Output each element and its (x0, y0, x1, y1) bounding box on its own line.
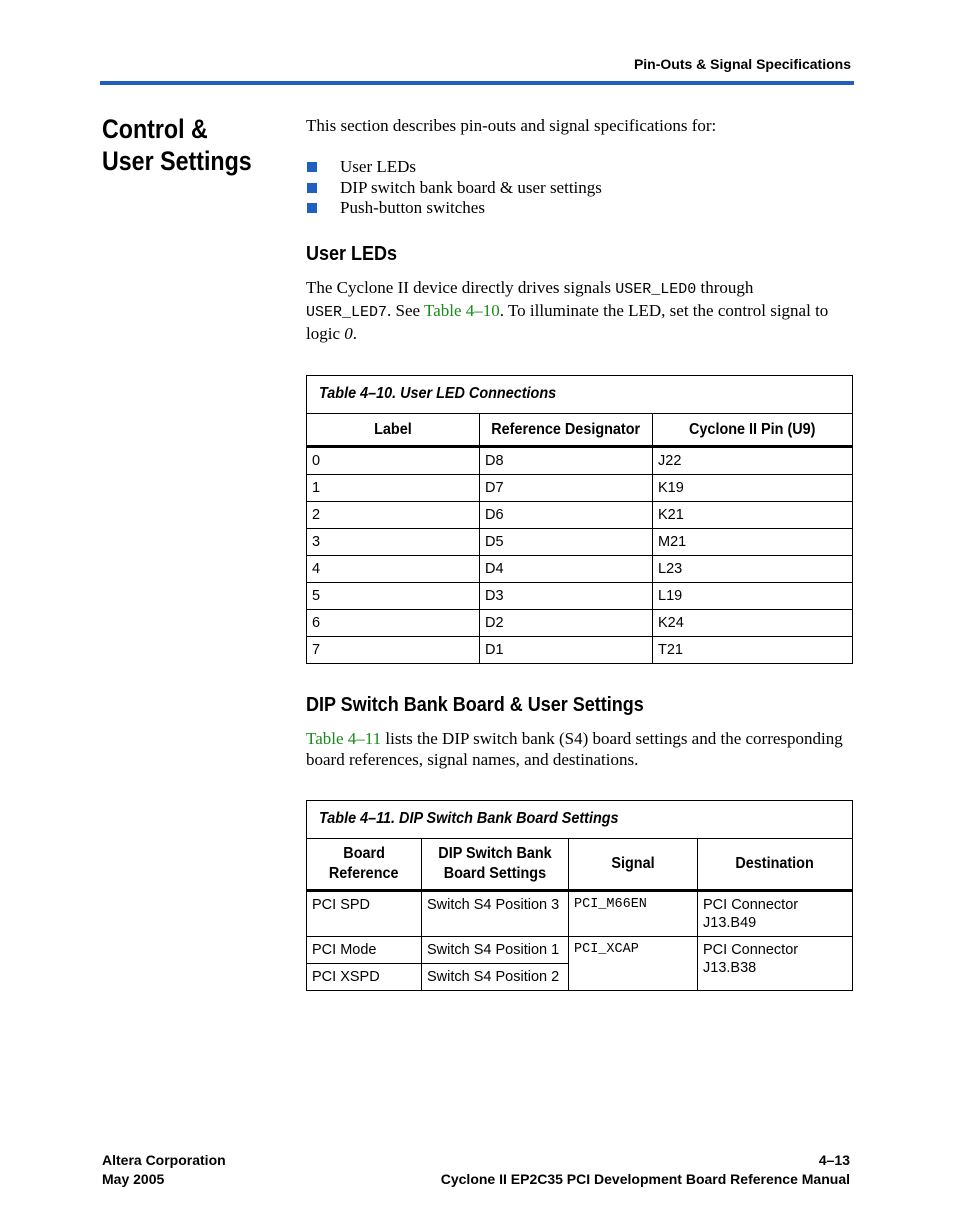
cell-label: 1 (307, 474, 480, 501)
text-run: . To illuminate the LED, set the control signal to logic (306, 300, 829, 343)
dip-switch-heading: DIP Switch Bank Board & User Settings (306, 693, 644, 716)
cell-label: 2 (307, 501, 480, 528)
header-rule (100, 81, 854, 85)
text-run: lists the DIP switch bank (S4) board settings and the corresponding board references, signal names, and destinations. (306, 728, 843, 769)
column-header-label: Label (307, 413, 480, 446)
table-row (307, 609, 853, 636)
signal-user-led0: USER_LED0 (615, 280, 697, 298)
footer-left (102, 1151, 226, 1189)
cell-dip-setting: Switch S4 Position 3 (422, 890, 569, 936)
cell-board-reference: PCI SPD (307, 890, 422, 936)
dip-switch-table (306, 800, 853, 991)
footer-manual-title: Cyclone II EP2C35 PCI Development Board Reference Manual (440, 1171, 850, 1187)
list-item (306, 177, 854, 198)
bullet-square-icon (307, 162, 317, 172)
text-run: The Cyclone II device directly drives signals (306, 277, 616, 297)
cell-reference-designator: D7 (480, 474, 653, 501)
table-row (307, 446, 853, 474)
table-caption: Table 4–10. User LED Connections (307, 375, 853, 413)
table-row (307, 528, 853, 555)
footer-right (441, 1151, 850, 1189)
dip-switch-paragraph (306, 728, 854, 770)
signal-user-led7: USER_LED7 (306, 303, 388, 321)
column-header-board-reference: Board Reference (307, 838, 422, 890)
cell-cyclone-pin: K21 (653, 501, 853, 528)
cell-cyclone-pin: L19 (653, 582, 853, 609)
bullet-square-icon (307, 203, 317, 213)
cell-signal: PCI_M66EN (569, 890, 698, 936)
footer-date: May 2005 (102, 1171, 165, 1187)
cell-destination: PCI Connector J13.B49 (698, 890, 853, 936)
bullet-square-icon (307, 183, 317, 193)
table-4-11-link[interactable]: Table 4–11 (306, 728, 382, 748)
column-header-reference-designator: Reference Designator (480, 413, 653, 446)
table-4-10-link[interactable]: Table 4–10 (424, 300, 500, 320)
user-leds-paragraph (306, 277, 854, 344)
list-item-label: Push-button switches (340, 198, 485, 217)
cell-label: 4 (307, 555, 480, 582)
cell-destination: PCI Connector J13.B38 (698, 936, 853, 990)
list-item (306, 197, 854, 218)
logic-value: 0 (344, 323, 353, 343)
column-header-signal: Signal (569, 838, 698, 890)
user-leds-heading: User LEDs (306, 242, 398, 265)
section-title (102, 113, 265, 177)
topic-list (306, 156, 854, 218)
user-led-table (306, 375, 853, 664)
cell-reference-designator: D3 (480, 582, 653, 609)
cell-cyclone-pin: T21 (653, 636, 853, 663)
cell-board-reference: PCI Mode (307, 936, 422, 963)
cell-reference-designator: D4 (480, 555, 653, 582)
table-row (307, 582, 853, 609)
cell-reference-designator: D5 (480, 528, 653, 555)
list-item (306, 156, 854, 177)
table-row (307, 890, 853, 936)
cell-label: 6 (307, 609, 480, 636)
main-content (306, 115, 854, 991)
text-run: through (696, 277, 754, 297)
column-header-destination: Destination (698, 838, 853, 890)
text-run: . (352, 323, 357, 343)
cell-dip-setting: Switch S4 Position 1 (422, 936, 569, 963)
cell-reference-designator: D2 (480, 609, 653, 636)
table-row (307, 555, 853, 582)
cell-reference-designator: D1 (480, 636, 653, 663)
table-row (307, 936, 853, 963)
column-header-dip-settings: DIP Switch Bank Board Settings (422, 838, 569, 890)
running-header: Pin-Outs & Signal Specifications (633, 56, 851, 72)
section-title-line-1: Control & (102, 114, 208, 144)
cell-cyclone-pin: J22 (653, 446, 853, 474)
section-title-line-2: User Settings (102, 146, 252, 176)
cell-reference-designator: D8 (480, 446, 653, 474)
cell-cyclone-pin: K19 (653, 474, 853, 501)
table-row (307, 636, 853, 663)
intro-paragraph: This section describes pin-outs and signal specifications for: (306, 116, 717, 135)
cell-cyclone-pin: K24 (653, 609, 853, 636)
cell-cyclone-pin: L23 (653, 555, 853, 582)
cell-dip-setting: Switch S4 Position 2 (422, 963, 569, 990)
cell-label: 0 (307, 446, 480, 474)
cell-label: 7 (307, 636, 480, 663)
footer-page-number: 4–13 (818, 1152, 850, 1168)
table-row (307, 474, 853, 501)
footer-company: Altera Corporation (102, 1152, 226, 1168)
cell-board-reference: PCI XSPD (307, 963, 422, 990)
cell-signal: PCI_XCAP (569, 936, 698, 990)
cell-reference-designator: D6 (480, 501, 653, 528)
column-header-cyclone-pin: Cyclone II Pin (U9) (653, 413, 853, 446)
list-item-label: User LEDs (340, 157, 417, 176)
cell-label: 5 (307, 582, 480, 609)
text-run: . See (387, 300, 425, 320)
list-item-label: DIP switch bank board & user settings (340, 177, 602, 197)
table-row (307, 501, 853, 528)
table-caption: Table 4–11. DIP Switch Bank Board Settings (307, 800, 853, 838)
cell-cyclone-pin: M21 (653, 528, 853, 555)
cell-label: 3 (307, 528, 480, 555)
